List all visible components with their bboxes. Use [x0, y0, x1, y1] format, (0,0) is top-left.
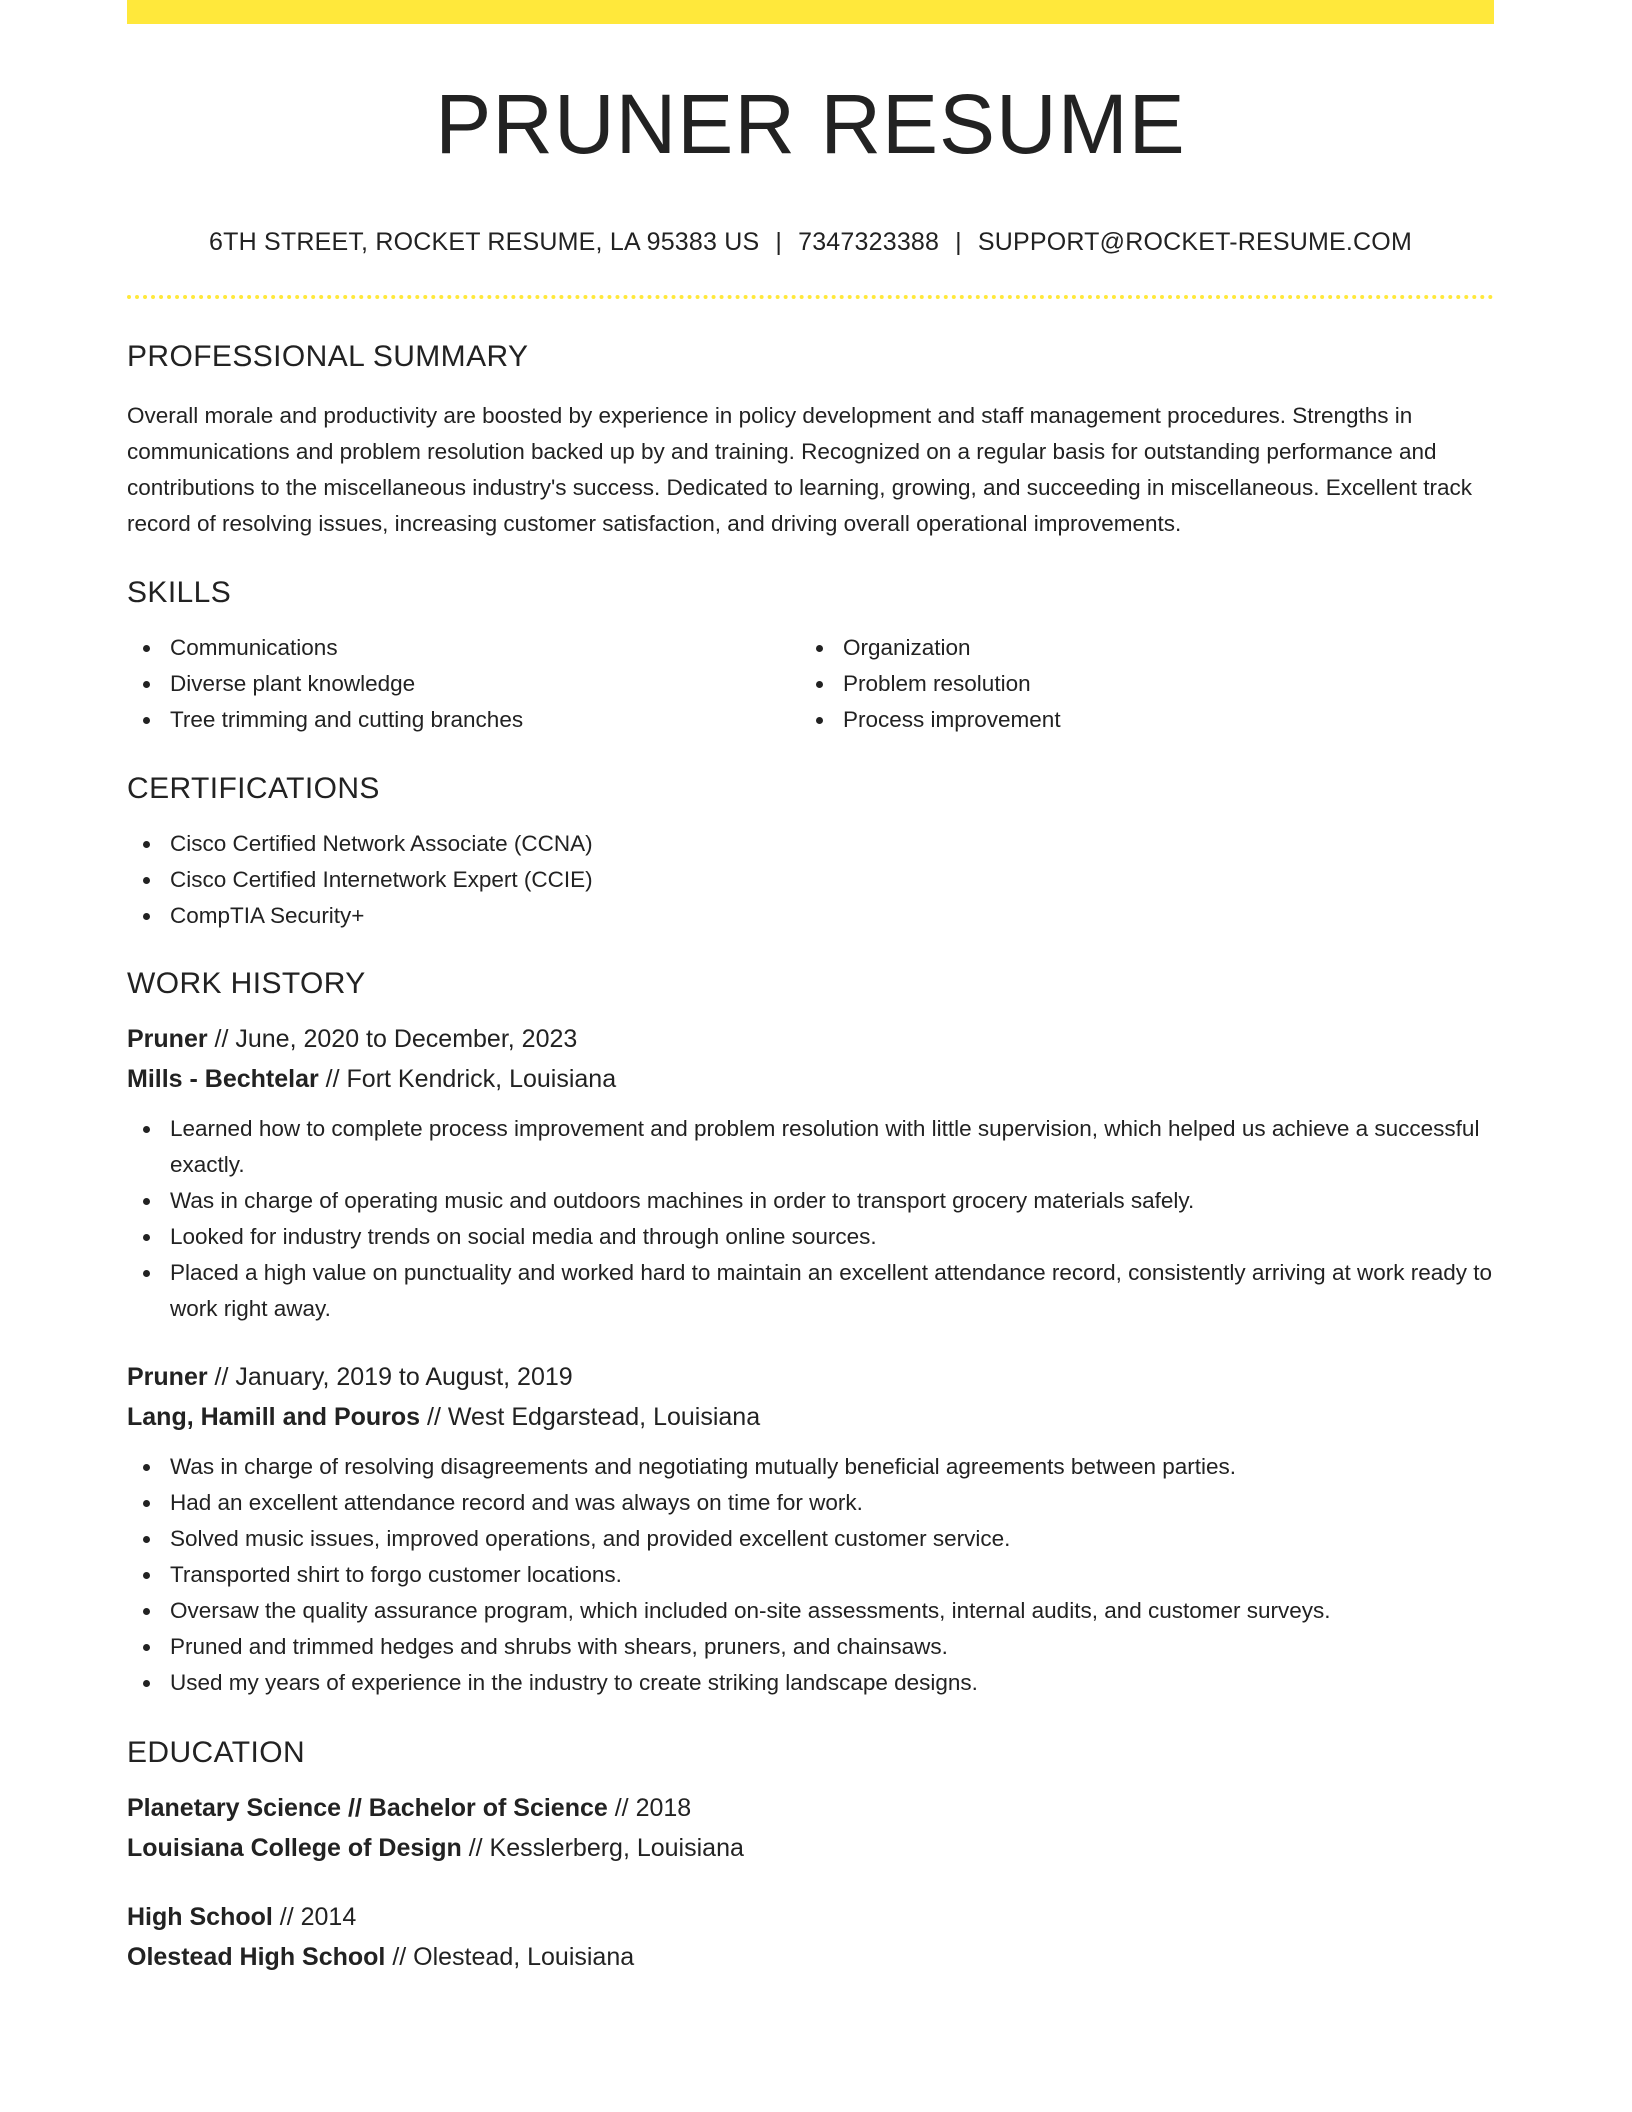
accent-bar [127, 0, 1494, 24]
work-history-heading: WORK HISTORY [127, 967, 366, 1000]
certification-item: CompTIA Security+ [170, 898, 1494, 934]
job-bullet: Placed a high value on punctuality and worked hard to maintain an excellent attendance record, consistently arriving at work ready to work right away. [170, 1255, 1494, 1327]
job-bullet: Oversaw the quality assurance program, which included on-site assessments, internal audits, and customer surveys. [170, 1593, 1494, 1629]
education-degree: High School [127, 1903, 273, 1931]
skill-item: Organization [843, 630, 1473, 666]
skill-item: Communications [170, 630, 800, 666]
skills-column-left [127, 630, 800, 738]
education-school: Olestead High School [127, 1943, 386, 1971]
job-company-line [127, 1397, 1494, 1437]
job-bullet: Solved music issues, improved operations, and provided excellent customer service. [170, 1521, 1494, 1557]
skills-list-right [800, 630, 1473, 738]
education-school-line [127, 1828, 1494, 1868]
job-bullet: Used my years of experience in the industry to create striking landscape designs. [170, 1665, 1494, 1701]
contact-email: SUPPORT@ROCKET-RESUME.COM [977, 228, 1412, 256]
dotted-divider [127, 295, 1494, 299]
job-location: // Fort Kendrick, Louisiana [318, 1065, 617, 1093]
resume-page [127, 0, 1494, 1977]
job-role: Pruner [127, 1363, 208, 1391]
education-location: // Olestead, Louisiana [385, 1943, 635, 1971]
skill-item: Tree trimming and cutting branches [170, 702, 800, 738]
job-bullet: Learned how to complete process improvement and problem resolution with little supervision, which helped us achieve a successful exactly. [170, 1111, 1494, 1183]
education-heading: EDUCATION [127, 1736, 306, 1769]
job-company: Mills - Bechtelar [127, 1065, 319, 1093]
education-year: // 2014 [272, 1903, 357, 1931]
skill-item: Diverse plant knowledge [170, 666, 800, 702]
job-company: Lang, Hamill and Pouros [127, 1403, 421, 1431]
certifications-heading: CERTIFICATIONS [127, 772, 380, 805]
education-location: // Kesslerberg, Louisiana [461, 1834, 744, 1862]
skills-columns [127, 630, 1494, 738]
contact-line [127, 230, 1494, 255]
certification-item: Cisco Certified Internetwork Expert (CCIE) [170, 862, 1494, 898]
job-title-line [127, 1019, 1494, 1059]
contact-address: 6TH STREET, ROCKET RESUME, LA 95383 US [209, 228, 760, 256]
education-school: Louisiana College of Design [127, 1834, 462, 1862]
summary-heading: PROFESSIONAL SUMMARY [127, 340, 529, 373]
job-company-line [127, 1059, 1494, 1099]
job-bullet: Had an excellent attendance record and was always on time for work. [170, 1485, 1494, 1521]
skills-column-right [800, 630, 1473, 738]
education-degree-line [127, 1897, 1494, 1937]
skills-heading: SKILLS [127, 576, 232, 609]
job-location: // West Edgarstead, Louisiana [420, 1403, 761, 1431]
job-bullet: Was in charge of resolving disagreements and negotiating mutually beneficial agreements between parties. [170, 1449, 1494, 1485]
summary-text: Overall morale and productivity are boosted by experience in policy development and staff management procedures. Strengths in communications and problem resolution backed up by and training. Recognized on a regular basis for outstanding performance and contributions to the miscellaneous industry's success. Dedicated to learning, growing, and succeeding in miscellaneous. Excellent track record of resolving issues, increasing customer satisfaction, and driving overall operational improvements. [127, 403, 1473, 536]
contact-separator: | [955, 228, 962, 256]
job-role: Pruner [127, 1025, 208, 1053]
job-bullets [127, 1111, 1494, 1327]
certifications-list [127, 826, 1494, 934]
skill-item: Problem resolution [843, 666, 1473, 702]
job-bullet: Pruned and trimmed hedges and shrubs with shears, pruners, and chainsaws. [170, 1629, 1494, 1665]
education-school-line [127, 1937, 1494, 1977]
resume-name: PRUNER RESUME [435, 77, 1186, 171]
contact-separator: | [775, 228, 783, 256]
job-dates: // January, 2019 to August, 2019 [207, 1363, 573, 1391]
job-title-line [127, 1357, 1494, 1397]
job-dates: // June, 2020 to December, 2023 [207, 1025, 578, 1053]
education-degree-line [127, 1788, 1494, 1828]
job-bullets [127, 1449, 1494, 1701]
skill-item: Process improvement [843, 702, 1473, 738]
job-bullet: Transported shirt to forgo customer locations. [170, 1557, 1494, 1593]
job-bullet: Was in charge of operating music and outdoors machines in order to transport grocery materials safely. [170, 1183, 1494, 1219]
certification-item: Cisco Certified Network Associate (CCNA) [170, 826, 1494, 862]
education-year: // 2018 [607, 1794, 692, 1822]
skills-list-left [127, 630, 800, 738]
education-degree: Planetary Science // Bachelor of Science [127, 1794, 608, 1822]
contact-phone: 7347323388 [798, 228, 940, 256]
job-bullet: Looked for industry trends on social media and through online sources. [170, 1219, 1494, 1255]
